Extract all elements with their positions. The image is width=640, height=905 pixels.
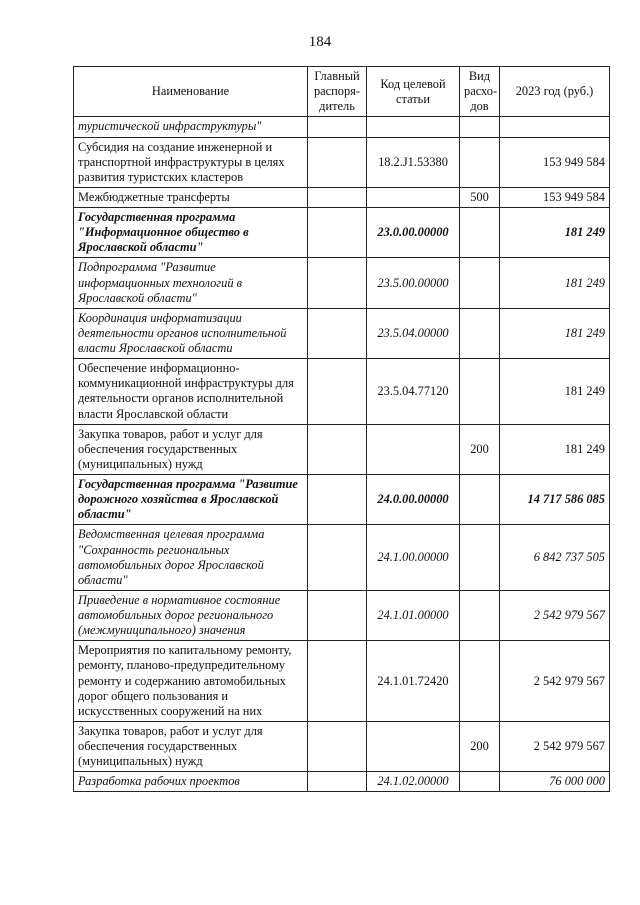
cell-amount: 14 717 586 085 — [500, 475, 610, 525]
cell-grbs — [308, 117, 367, 137]
cell-name: Субсидия на создание инженерной и транспортной инфраструктуры в целях развития туристских кластеров — [74, 137, 308, 187]
cell-grbs — [308, 772, 367, 792]
cell-grbs — [308, 590, 367, 640]
cell-kind: 200 — [460, 424, 500, 474]
table-row — [74, 721, 610, 771]
cell-name: Ведомственная целевая программа "Сохранность региональных автомобильных дорог Ярославской области" — [74, 525, 308, 591]
cell-kind — [460, 308, 500, 358]
header-name: Наименование — [74, 67, 308, 117]
cell-name: Закупка товаров, работ и услуг для обеспечения государственных (муниципальных) нужд — [74, 721, 308, 771]
cell-name: Мероприятия по капитальному ремонту, ремонту, планово-предупредительному ремонту и содержанию автомобильных дорог общего пользования и искусственных сооружений на них — [74, 641, 308, 722]
cell-amount: 2 542 979 567 — [500, 641, 610, 722]
cell-grbs — [308, 359, 367, 425]
cell-kind: 200 — [460, 721, 500, 771]
cell-code: 24.1.02.00000 — [367, 772, 460, 792]
table-row — [74, 308, 610, 358]
cell-name: Приведение в нормативное состояние автомобильных дорог регионального (межмуниципального) значения — [74, 590, 308, 640]
cell-grbs — [308, 308, 367, 358]
cell-amount: 2 542 979 567 — [500, 721, 610, 771]
cell-kind — [460, 208, 500, 258]
table-row — [74, 117, 610, 137]
cell-amount: 181 249 — [500, 308, 610, 358]
cell-code — [367, 424, 460, 474]
cell-grbs — [308, 641, 367, 722]
table-row — [74, 208, 610, 258]
table-body — [74, 117, 610, 792]
cell-name: Государственная программа "Развитие дорожного хозяйства в Ярославской области" — [74, 475, 308, 525]
table-row — [74, 772, 610, 792]
cell-kind — [460, 137, 500, 187]
cell-grbs — [308, 187, 367, 207]
cell-name: Разработка рабочих проектов — [74, 772, 308, 792]
cell-code: 24.0.00.00000 — [367, 475, 460, 525]
cell-amount: 181 249 — [500, 208, 610, 258]
cell-code: 24.1.00.00000 — [367, 525, 460, 591]
cell-code: 23.5.00.00000 — [367, 258, 460, 308]
cell-kind: 500 — [460, 187, 500, 207]
cell-amount: 181 249 — [500, 258, 610, 308]
cell-grbs — [308, 525, 367, 591]
table-row — [74, 641, 610, 722]
table-header — [74, 67, 610, 117]
cell-grbs — [308, 721, 367, 771]
cell-amount: 181 249 — [500, 359, 610, 425]
cell-code: 24.1.01.72420 — [367, 641, 460, 722]
page-number: 184 — [308, 34, 332, 50]
cell-code: 23.5.04.77120 — [367, 359, 460, 425]
cell-amount: 76 000 000 — [500, 772, 610, 792]
table-row — [74, 590, 610, 640]
cell-kind — [460, 525, 500, 591]
cell-code — [367, 117, 460, 137]
cell-amount: 153 949 584 — [500, 137, 610, 187]
cell-grbs — [308, 258, 367, 308]
cell-amount: 153 949 584 — [500, 187, 610, 207]
header-kind: Вид расхо-дов — [460, 67, 500, 117]
cell-code: 23.5.04.00000 — [367, 308, 460, 358]
cell-amount: 6 842 737 505 — [500, 525, 610, 591]
cell-kind — [460, 117, 500, 137]
cell-code — [367, 187, 460, 207]
cell-name: туристической инфраструктуры" — [74, 117, 308, 137]
cell-kind — [460, 772, 500, 792]
cell-name: Государственная программа "Информационное общество в Ярославской области" — [74, 208, 308, 258]
cell-code: 18.2.J1.53380 — [367, 137, 460, 187]
cell-kind — [460, 641, 500, 722]
table-row — [74, 424, 610, 474]
table-row — [74, 187, 610, 207]
cell-grbs — [308, 208, 367, 258]
header-grbs: Главный распоря-дитель — [308, 67, 367, 117]
cell-amount: 181 249 — [500, 424, 610, 474]
header-amount: 2023 год (руб.) — [500, 67, 610, 117]
table-row — [74, 525, 610, 591]
cell-grbs — [308, 475, 367, 525]
cell-amount: 2 542 979 567 — [500, 590, 610, 640]
cell-grbs — [308, 137, 367, 187]
cell-code — [367, 721, 460, 771]
cell-code: 24.1.01.00000 — [367, 590, 460, 640]
header-code: Код целевой статьи — [367, 67, 460, 117]
cell-name: Координация информатизации деятельности органов исполнительной власти Ярославской области — [74, 308, 308, 358]
table-row — [74, 137, 610, 187]
cell-kind — [460, 359, 500, 425]
cell-name: Подпрограмма "Развитие информационных технологий в Ярославской области" — [74, 258, 308, 308]
cell-name: Обеспечение информационно-коммуникационной инфраструктуры для деятельности органов исполнительной власти Ярославской области — [74, 359, 308, 425]
cell-grbs — [308, 424, 367, 474]
table-row — [74, 258, 610, 308]
cell-kind — [460, 590, 500, 640]
cell-amount — [500, 117, 610, 137]
cell-code: 23.0.00.00000 — [367, 208, 460, 258]
budget-table — [73, 66, 610, 792]
cell-name: Межбюджетные трансферты — [74, 187, 308, 207]
table-row — [74, 475, 610, 525]
table-row — [74, 359, 610, 425]
cell-kind — [460, 475, 500, 525]
cell-name: Закупка товаров, работ и услуг для обеспечения государственных (муниципальных) нужд — [74, 424, 308, 474]
cell-kind — [460, 258, 500, 308]
